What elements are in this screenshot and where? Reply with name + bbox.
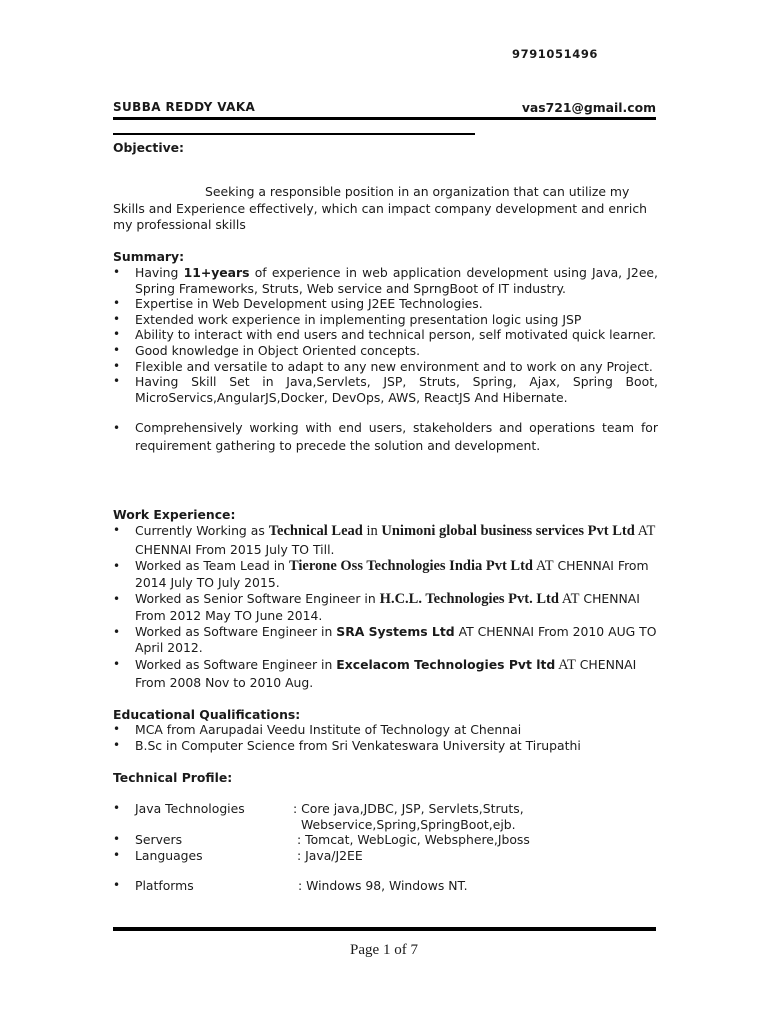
technical-heading: Technical Profile: [113, 770, 233, 785]
tech-value: : Windows 98, Windows NT. [298, 878, 468, 894]
phone-number: 9791051496 [512, 47, 599, 61]
list-item [113, 832, 658, 848]
tech-label: • Servers [135, 832, 183, 848]
tech-label: • Platforms [135, 878, 194, 894]
summary-heading: Summary: [113, 249, 185, 264]
list-item: • Worked as Software Engineer in SRA Systems Ltd AT CHENNAI From 2010 AUG TO April 2012. [113, 624, 658, 656]
header-subrule [113, 133, 475, 135]
list-item: • Comprehensively working with end users, stakeholders and operations team for requirement gathering to precede the solution and development. [113, 419, 658, 455]
list-item: • Flexible and versatile to adapt to any new environment and to work on any Project. [113, 359, 658, 375]
tech-value: : Tomcat, WebLogic, Websphere,Jboss [297, 832, 530, 848]
list-item: • Currently Working as Technical Lead in Unimoni global business services Pvt Ltd AT CHENNAI From 2015 July TO Till. [113, 522, 658, 558]
objective-line: Skills and Experience effectively, which can impact company development and enrich [113, 200, 648, 216]
objective-line: my professional skills [113, 217, 246, 232]
technical-list [113, 801, 658, 894]
objective-text [113, 184, 658, 234]
list-item: • Ability to interact with end users and technical person, self motivated quick learner. [113, 327, 658, 343]
objective-heading: Objective: [113, 140, 185, 155]
list-item: • Having Skill Set in Java,Servlets, JSP, Struts, Spring, Ajax, Spring Boot, MicroServics,AngularJS,Docker, DevOps, AWS, ReactJS And Hibernate. [113, 374, 658, 405]
candidate-name: SUBBA REDDY VAKA [113, 100, 256, 114]
tech-label: • Languages [135, 847, 203, 863]
list-item: • Good knowledge in Object Oriented concepts. [113, 343, 658, 359]
work-list [113, 522, 658, 691]
work-heading: Work Experience: [113, 507, 236, 522]
list-item: • B.Sc in Computer Science from Sri Venkateswara University at Tirupathi [113, 738, 658, 754]
summary-list [113, 265, 658, 455]
list-item: • Worked as Senior Software Engineer in H.C.L. Technologies Pvt. Ltd AT CHENNAI From 2012 May TO June 2014. [113, 591, 658, 624]
list-item: • Worked as Software Engineer in Excelacom Technologies Pvt ltd AT CHENNAI From 2008 Nov to 2010 Aug. [113, 656, 658, 691]
list-item [113, 848, 658, 864]
list-item: • Extended work experience in implementing presentation logic using JSP [113, 312, 658, 328]
education-heading: Educational Qualifications: [113, 707, 301, 722]
list-item: • Expertise in Web Development using J2EE Technologies. [113, 296, 658, 312]
tech-value: : Java/J2EE [297, 847, 363, 863]
page-number: Page 1 of 7 [350, 942, 418, 958]
list-item: • Worked as Team Lead in Tierone Oss Technologies India Pvt Ltd AT CHENNAI From 2014 July TO July 2015. [113, 558, 658, 591]
tech-value: : Core java,JDBC, JSP, Servlets,Struts, Webservice,Spring,SpringBoot,ejb. [293, 801, 524, 832]
list-item: • Having 11+years of experience in web application development using Java, J2ee, Spring Frameworks, Struts, Web service and SprngBoot of IT industry. [113, 265, 658, 296]
list-item: • MCA from Aarupadai Veedu Institute of Technology at Chennai [113, 722, 658, 738]
tech-label: • Java Technologies [135, 801, 245, 816]
education-list [113, 722, 658, 753]
objective-line: Seeking a responsible position in an organization that can utilize my [205, 184, 630, 199]
header-rule [113, 117, 656, 120]
email-address: vas721@gmail.com [521, 100, 656, 115]
footer-rule [113, 927, 656, 931]
list-item [113, 878, 658, 894]
list-item [113, 801, 658, 832]
